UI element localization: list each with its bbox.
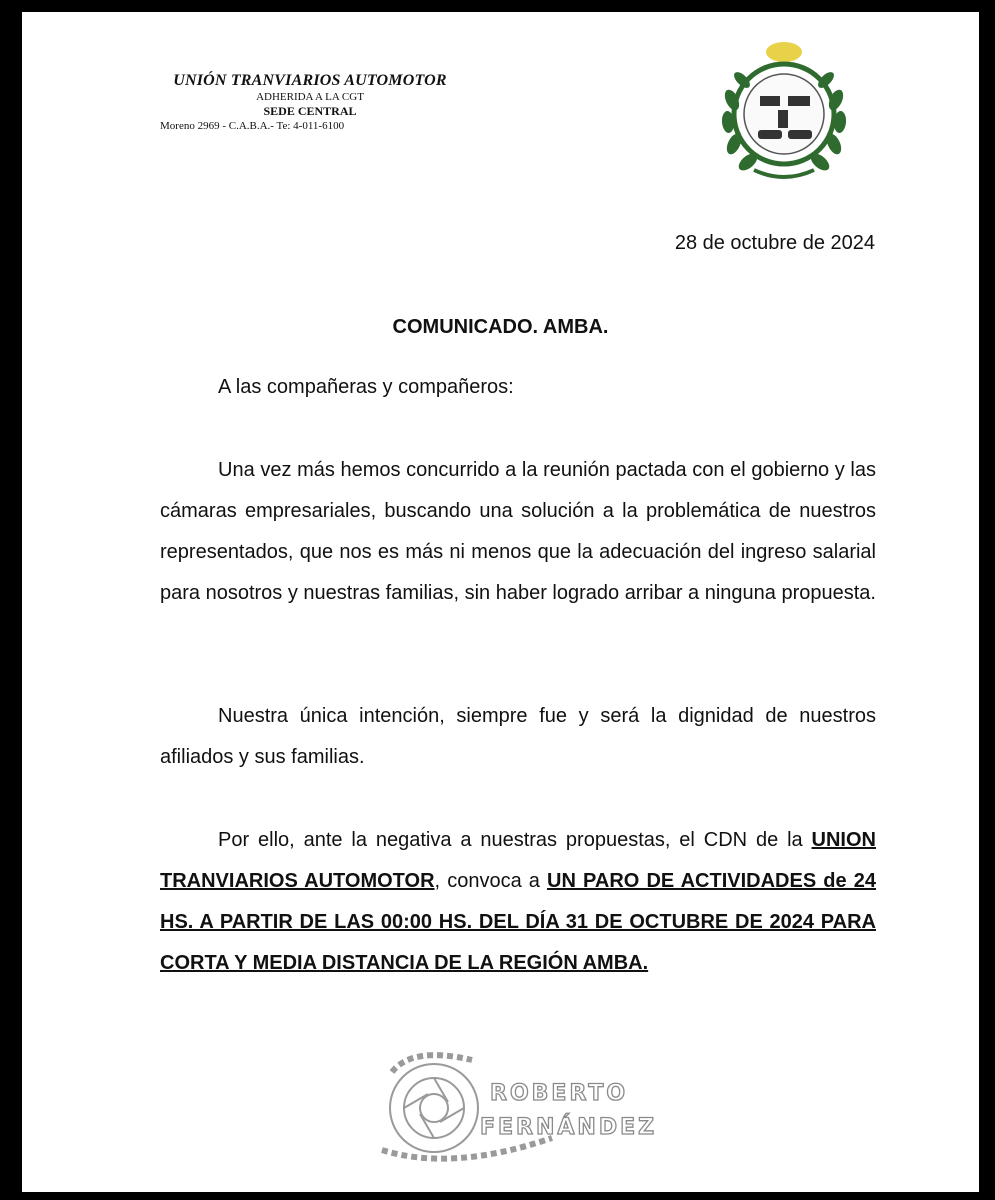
document-page	[22, 12, 979, 1192]
union-emblem-laurel-icon	[714, 30, 854, 190]
paragraph-strike	[160, 820, 876, 984]
watermark-line1: ROBERTO	[490, 1081, 629, 1106]
paragraph-meeting: Una vez más hemos concurrido a la reunión pactada con el gobierno y las cámaras empresariales, buscando una solución a la problemática de nuestros representados, que nos es más ni menos que la adecuación del ingreso salarial para nosotros y nuestras familias, sin haber logrado arribar a ninguna propuesta.	[160, 459, 876, 604]
salutation: A las compañeras y compañeros:	[218, 376, 514, 398]
strike-org-name: UNION TRANVIARIOS AUTOMOTOR	[160, 829, 876, 892]
strike-intro: Por ello, ante la negativa a nuestras propuestas, el CDN de la	[218, 829, 812, 851]
paragraph-intention: Nuestra única intención, siempre fue y será la dignidad de nuestros afiliados y sus familias.	[160, 705, 876, 768]
communique-title: COMUNICADO. AMBA.	[392, 316, 609, 338]
letter-date: 28 de octubre de 2024	[674, 232, 875, 254]
org-address: Moreno 2969 - C.A.B.A.- Te: 4-011-6100	[160, 120, 345, 132]
camera-aperture-film-icon	[382, 1055, 552, 1159]
strike-announcement: UN PARO DE ACTIVIDADES de 24 HS. A PARTIR DE LAS 00:00 HS. DEL DÍA 31 DE OCTUBRE DE 2024 PARA CORTA Y MEDIA DISTANCIA DE LA REGIÓN AMBA.	[160, 870, 876, 974]
photographer-watermark	[362, 1042, 662, 1172]
org-name: UNIÓN TRANVIARIOS AUTOMOTOR	[173, 72, 447, 89]
strike-convoca: , convoca a	[434, 870, 548, 892]
watermark-line2: FERNÁNDEZ	[480, 1115, 658, 1140]
letterhead	[150, 72, 470, 133]
org-sede: SEDE CENTRAL	[263, 104, 357, 118]
org-adherida: ADHERIDA A LA CGT	[256, 91, 364, 103]
